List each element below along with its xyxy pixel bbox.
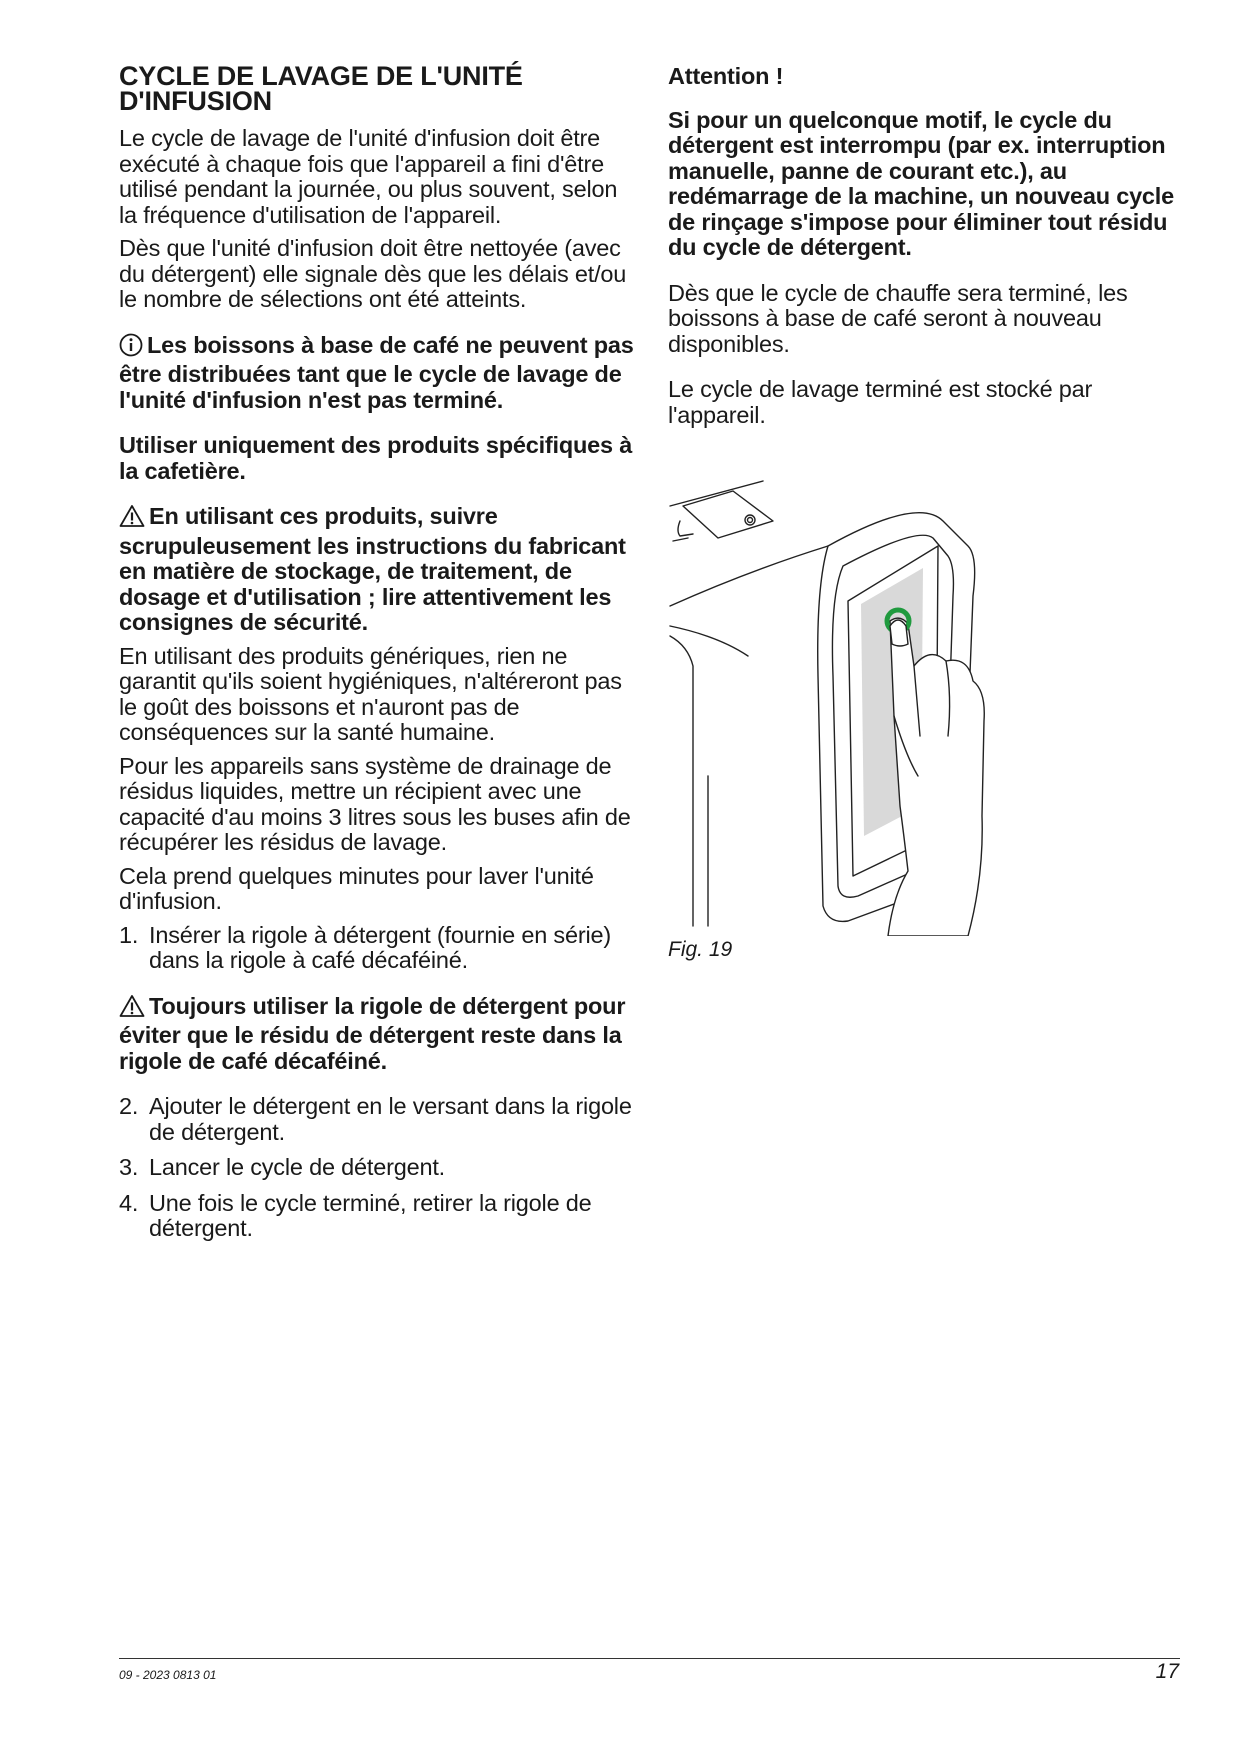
step-item: 3. Lancer le cycle de détergent. xyxy=(119,1154,445,1180)
attention-heading: Attention ! xyxy=(668,63,784,89)
footer-divider xyxy=(119,1658,1180,1659)
warning-note-1: En utilisant ces produits, suivre scrupuleusement les instructions du fabricant en matière de stockage, de traitement, de dosage et d'utilisation ; lire attentivement les consignes de sécurité. xyxy=(119,503,626,635)
step-item: 2. Ajouter le détergent en le versant dans la rigole de détergent. xyxy=(119,1093,632,1145)
step-item: 4. Une fois le cycle terminé, retirer la rigole de détergent. xyxy=(119,1189,592,1241)
right-column xyxy=(668,64,1180,962)
warning-triangle-icon xyxy=(119,504,145,534)
info-note: Les boissons à base de café ne peuvent pas être distribuées tant que le cycle de lavage de l'unité d'infusion n'est pas terminé. xyxy=(119,331,634,413)
generic-products-paragraph: En utilisant des produits génériques, rien ne garantit qu'ils soient hygiéniques, n'altéreront pas le goût des boissons et n'auront pas de conséquences sur la santé humaine. xyxy=(119,642,622,745)
section-title: CYCLE DE LAVAGE DE L'UNITÉ D'INFUSION xyxy=(119,61,523,116)
duration-paragraph: Cela prend quelques minutes pour laver l'unité d'infusion. xyxy=(119,862,594,914)
left-column xyxy=(119,61,639,1252)
warning-note-2: Toujours utiliser la rigole de détergent pour éviter que le résidu de détergent reste dans la rigole de café décaféiné. xyxy=(119,992,626,1074)
step-item: 1. Insérer la rigole à détergent (fournie en série) dans la rigole à café décaféiné. xyxy=(119,921,611,973)
info-icon xyxy=(119,333,143,363)
intro-paragraph: Le cycle de lavage de l'unité d'infusion doit être exécuté à chaque fois que l'appareil a fini d'être utilisé pendant la journée, ou plus souvent, selon la fréquence d'utilisation de l'appareil. xyxy=(119,125,618,228)
heating-paragraph: Dès que le cycle de chauffe sera terminé, les boissons à base de café seront à nouveau disponibles. xyxy=(668,279,1128,357)
specific-products-note: Utiliser uniquement des produits spécifiques à la cafetière. xyxy=(119,432,633,484)
figure-touchscreen xyxy=(668,476,1008,936)
drainage-paragraph: Pour les appareils sans système de drainage de résidus liquides, mettre un récipient avec une capacité d'au moins 3 litres sous les buses afin de récupérer les résidus de lavage. xyxy=(119,752,631,855)
footer-document-code: 09 - 2023 0813 01 xyxy=(119,1668,217,1682)
attention-text: Si pour un quelconque motif, le cycle du détergent est interrompu (par ex. interruption manuelle, panne de courant etc.), au redémarrage de la machine, un nouveau cycle de rinçage s'impose pour éliminer tout résidu du cycle de détergent. xyxy=(668,106,1175,260)
step-list-1 xyxy=(119,923,639,974)
step-list-2 xyxy=(119,1094,639,1242)
figure-caption: Fig. 19 xyxy=(668,938,733,961)
page-number: 17 xyxy=(1155,1660,1179,1683)
cleaning-signal-paragraph: Dès que l'unité d'infusion doit être nettoyée (avec du détergent) elle signale dès que les délais et/ou le nombre de sélections ont été atteints. xyxy=(119,235,627,312)
touchscreen-illustration xyxy=(668,476,1008,936)
warning-triangle-icon xyxy=(119,994,145,1024)
storage-paragraph: Le cycle de lavage terminé est stocké par l'appareil. xyxy=(668,376,1093,428)
